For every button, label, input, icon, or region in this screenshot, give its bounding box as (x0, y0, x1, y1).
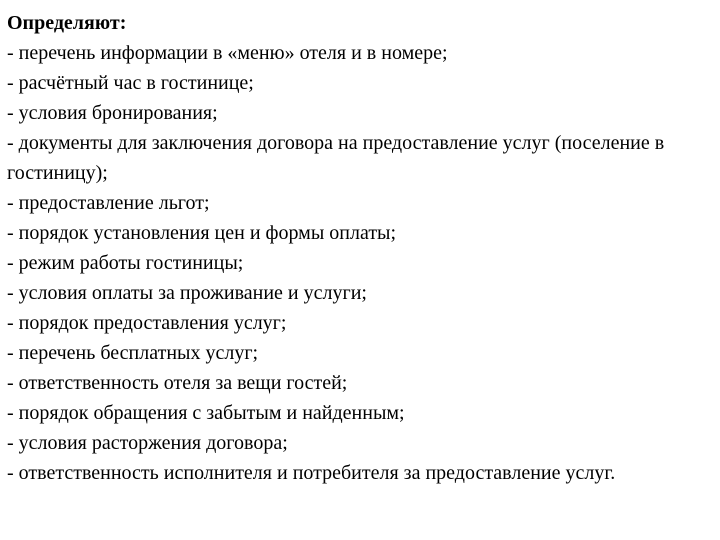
item-list (7, 38, 697, 488)
list-item: - порядок предоставления услуг; (7, 312, 287, 334)
list-item: - порядок обращения с забытым и найденным; (7, 402, 405, 424)
list-item: - расчётный час в гостинице; (7, 72, 254, 94)
list-item: - порядок установления цен и формы оплаты; (7, 222, 397, 244)
list-item: - условия оплаты за проживание и услуги; (7, 282, 367, 304)
list-item: - документы для заключения договора на предоставление услуг (поселение в гостиницу); (7, 132, 665, 184)
list-item: - условия расторжения договора; (7, 432, 288, 454)
list-item: - режим работы гостиницы; (7, 252, 244, 274)
list-item: - предоставление льгот; (7, 192, 210, 214)
list-item: - перечень информации в «меню» отеля и в номере; (7, 42, 448, 64)
heading: Определяют: (7, 12, 127, 34)
list-item: - ответственность отеля за вещи гостей; (7, 372, 348, 394)
list-item: - перечень бесплатных услуг; (7, 342, 259, 364)
text-block (7, 8, 697, 488)
list-item: - условия бронирования; (7, 102, 218, 124)
list-item: - ответственность исполнителя и потребителя за предоставление услуг. (7, 462, 616, 484)
